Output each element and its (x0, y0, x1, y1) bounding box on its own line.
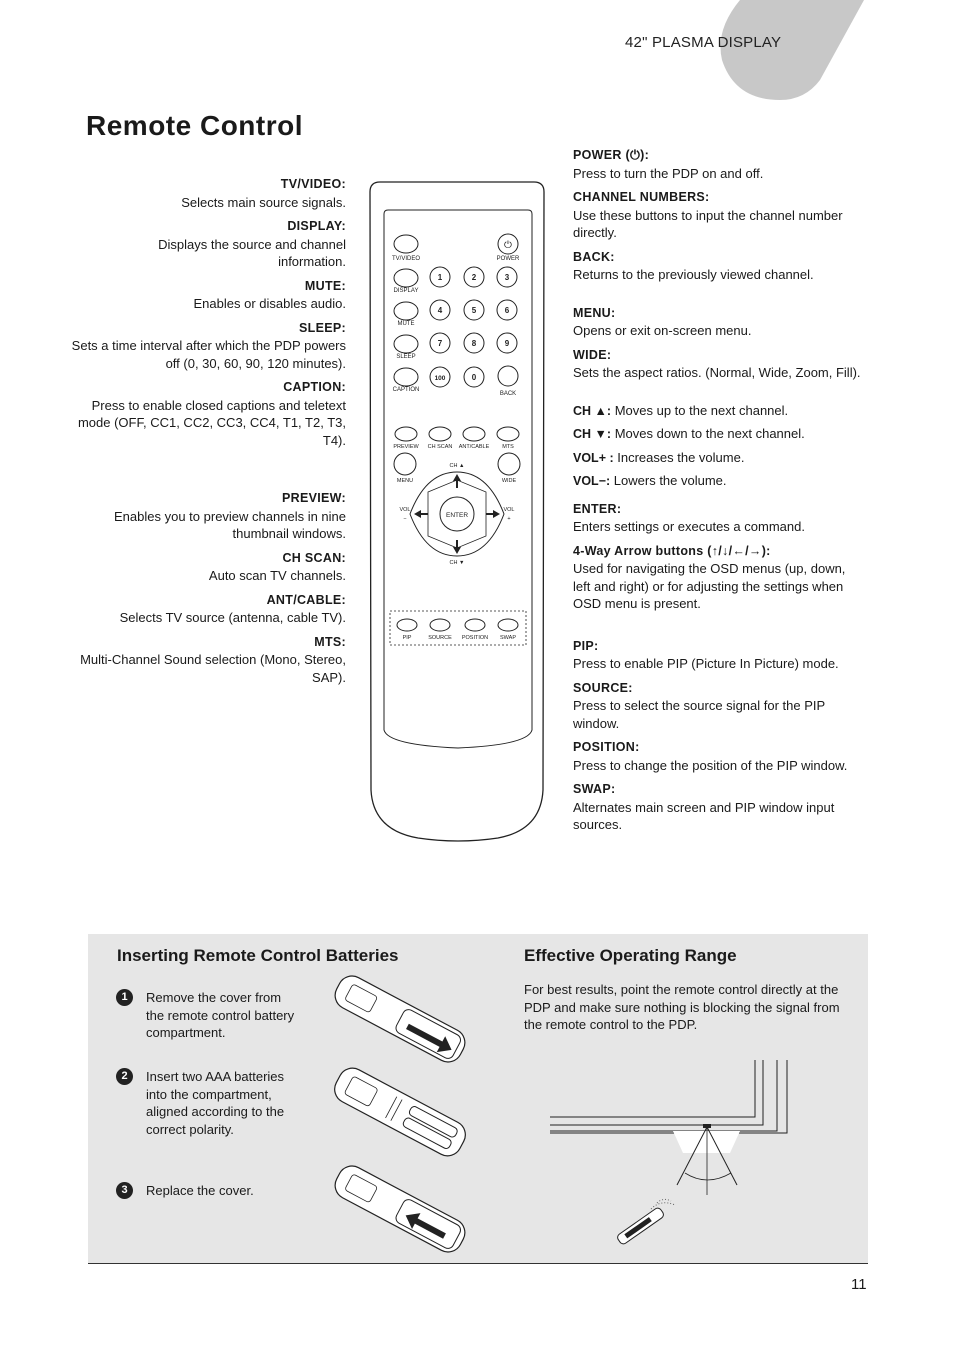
battery-step-2: 2 Insert two AAA batteries into the compartment, aligned according to the correct polarity. (117, 1068, 297, 1138)
entry-channel-numbers: CHANNEL NUMBERS: Use these buttons to input the channel number directly. (573, 190, 843, 240)
number-label: 8 (471, 339, 477, 348)
mute-button (394, 302, 418, 320)
entry-back: BACK: Returns to the previously viewed channel. (573, 249, 814, 282)
wide-button (498, 453, 520, 475)
entry-ch-scan: CH SCAN: Auto scan TV channels. (208, 550, 346, 583)
entry-ch-up: CH ▲: Moves up to the next channel. (573, 402, 789, 418)
entry-mute: MUTE: Enables or disables audio. (193, 278, 346, 311)
enter-label: ENTER (445, 512, 469, 519)
caption-label: CAPTION (392, 387, 420, 393)
batteries-heading: Inserting Remote Control Batteries (117, 946, 399, 965)
ant-cable-button (463, 427, 485, 441)
battery-step-3: 3 Replace the cover. (117, 1182, 297, 1200)
power-label: POWER (496, 256, 520, 262)
sleep-label: SLEEP (396, 354, 416, 360)
number-label: 0 (471, 373, 477, 382)
remove-cover-illustration (330, 972, 470, 1067)
preview-button (395, 427, 417, 441)
vol-plus-sign: + (507, 516, 511, 522)
insert-batteries-illustration (330, 1062, 470, 1162)
ch-scan-label: CH SCAN (427, 444, 453, 450)
back-button (498, 366, 518, 386)
entry-vol-minus: VOL−: Lowers the volume. (573, 473, 727, 488)
entry-menu: MENU: Opens or exit on-screen menu. (573, 305, 752, 338)
number-label: 4 (437, 306, 443, 315)
tv-video-label: TV/VIDEO (391, 256, 421, 262)
vol-minus-label: VOL (399, 507, 411, 513)
sleep-button (394, 335, 418, 353)
power-icon: ⏻ (504, 240, 512, 251)
entry-pip: PIP: Press to enable PIP (Picture In Picture) mode. (573, 638, 839, 671)
menu-button (394, 453, 416, 475)
product-header: 42" PLASMA DISPLAY (625, 34, 782, 51)
tv-video-button (394, 235, 418, 253)
entry-caption: CAPTION: Press to enable closed captions and teletext mode (OFF, CC1, CC2, CC3, CC4, T1, T2, T3, T4). (77, 380, 346, 448)
vol-plus-label: VOL (503, 507, 515, 513)
remote-control-illustration (368, 180, 548, 842)
number-label: 2 (471, 273, 477, 282)
entry-vol-plus: VOL+ : Increases the volume. (573, 449, 745, 465)
entry-mts: MTS: Multi-Channel Sound selection (Mono, Stereo, SAP). (80, 634, 346, 685)
page-number: 11 (851, 1276, 867, 1293)
preview-label: PREVIEW (393, 444, 419, 450)
step-number-badge: 1 (116, 989, 133, 1006)
vol-minus-sign: − (403, 516, 407, 522)
step-number-badge: 3 (116, 1182, 133, 1199)
menu-label: MENU (396, 478, 414, 484)
page-title: Remote Control (86, 110, 303, 141)
pip-label: PIP (402, 635, 412, 641)
corner-tab-decoration (0, 0, 954, 110)
entry-tv-video: TV/VIDEO: Selects main source signals. (181, 177, 346, 210)
right-descriptions (573, 146, 865, 840)
ant-cable-label: ANT/CABLE (458, 444, 490, 450)
entry-ch-down: CH ▼: Moves down to the next channel. (573, 426, 805, 441)
ch-down-label: CH ▼ (449, 560, 465, 566)
number-label: 9 (504, 339, 510, 348)
source-label: SOURCE (428, 635, 452, 641)
wide-label: WIDE (501, 478, 517, 484)
battery-step-1: 1 Remove the cover from the remote control battery compartment. (117, 989, 297, 1042)
caption-button (394, 368, 418, 386)
entry-enter: ENTER: Enters settings or executes a command. (573, 501, 805, 534)
left-descriptions (60, 175, 346, 692)
entry-preview: PREVIEW: Enables you to preview channels in nine thumbnail windows. (114, 491, 346, 541)
mts-button (497, 427, 519, 441)
ch-up-label: CH ▲ (449, 463, 465, 469)
entry-ant-cable: ANT/CABLE: Selects TV source (antenna, cable TV). (119, 592, 346, 625)
entry-sleep: SLEEP: Sets a time interval after which the PDP powers off (0, 30, 60, 90, 120 minutes). (71, 320, 346, 371)
number-label: 3 (504, 273, 510, 282)
number-label: 7 (437, 339, 443, 348)
range-heading: Effective Operating Range (524, 946, 737, 965)
number-label: 1 (437, 273, 443, 282)
number-label: 5 (471, 306, 477, 315)
mts-label: MTS (502, 444, 514, 450)
position-label: POSITION (461, 635, 489, 641)
entry-position: POSITION: Press to change the position of the PIP window. (573, 740, 848, 773)
entry-power: POWER (⏻): Press to turn the PDP on and off. (573, 148, 764, 181)
step-number-badge: 2 (116, 1068, 133, 1085)
display-button (394, 269, 418, 287)
operating-range-illustration (545, 1055, 795, 1245)
entry-wide: WIDE: Sets the aspect ratios. (Normal, Wide, Zoom, Fill). (573, 347, 861, 380)
range-description: For best results, point the remote control directly at the PDP and make sure nothing is blocking the signal from the remote control to the PDP. (524, 982, 840, 1032)
ch-scan-button (429, 427, 451, 441)
display-label: DISPLAY (393, 288, 419, 294)
swap-button (498, 619, 518, 631)
replace-cover-illustration (330, 1162, 470, 1257)
entry-swap: SWAP: Alternates main screen and PIP window input sources. (573, 782, 835, 832)
swap-label: SWAP (500, 635, 516, 641)
mute-label: MUTE (397, 321, 415, 327)
entry-display: DISPLAY: Displays the source and channel information. (158, 219, 346, 269)
entry-source: SOURCE: Press to select the source signal for the PIP window. (573, 680, 825, 731)
back-label: BACK (499, 391, 517, 397)
source-button (430, 619, 450, 631)
position-button (465, 619, 485, 631)
pip-button (397, 619, 417, 631)
entry-4way-arrows: 4-Way Arrow buttons (↑/↓/←/→): Used for navigating the OSD menus (up, down, left and right) or for adjusting the settings when OSD menu is present. (573, 543, 846, 611)
number-label: 100 (434, 375, 446, 382)
number-label: 6 (504, 306, 510, 315)
footer-rule (88, 1263, 868, 1264)
